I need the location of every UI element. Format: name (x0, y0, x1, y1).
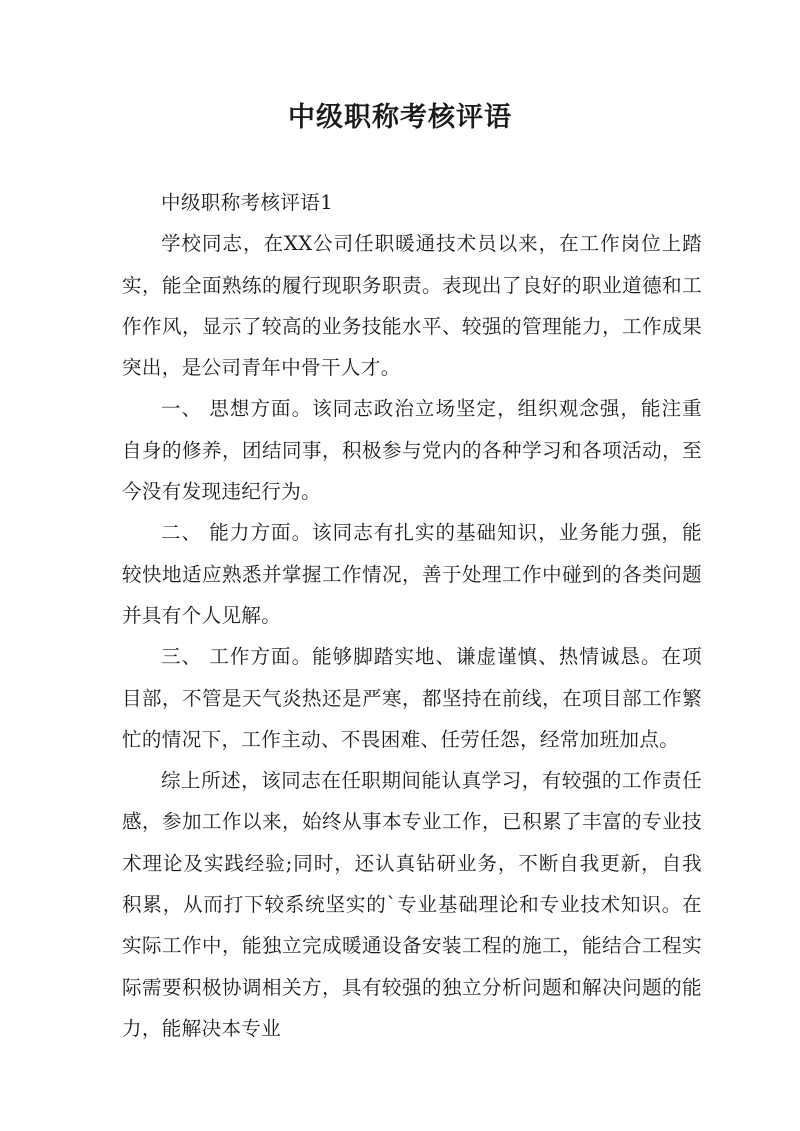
paragraph-intro: 学校同志，在XX公司任职暖通技术员以来，在工作岗位上踏实，能全面熟练的履行现职务职责。表现出了良好的职业道德和工作作风，显示了较高的业务技能水平、较强的管理能力，工作成果突出，是公司青年中骨干人才。 (122, 232, 702, 380)
paragraph-thought: 一、 思想方面。该同志政治立场坚定，组织观念强，能注重自身的修养，团结同事，积极参与党内的各种学习和各项活动，至今没有发现违纪行为。 (122, 397, 702, 504)
paragraph-summary: 综上所述，该同志在任职期间能认真学习，有较强的工作责任感，参加工作以来，始终从事本专业工作，已积累了丰富的专业技术理论及实践经验;同时，还认真钻研业务，不断自我更新，自我积累，从而打下较系统坚实的`专业基础理论和专业技术知识。在实际工作中，能独立完成暖通设备安装工程的施工，能结合工程实际需要积极协调相关方，具有较强的独立分析问题和解决问题的能力，能解决本专业 (122, 769, 702, 1040)
section-heading: 中级职称考核评语1 (161, 191, 334, 214)
paragraph-work: 三、 工作方面。能够脚踏实地、谦虚谨慎、热情诚恳。在项目部，不管是天气炎热还是严寒，都坚持在前线，在项目部工作繁忙的情况下，工作主动、不畏困难、任劳任怨，经常加班加点。 (122, 645, 702, 751)
document-title: 中级职称考核评语 (288, 102, 512, 133)
document-body (122, 182, 702, 1049)
paragraph-ability: 二、 能力方面。该同志有扎实的基础知识，业务能力强，能较快地适应熟悉并掌握工作情况，善于处理工作中碰到的各类问题并具有个人见解。 (122, 521, 702, 627)
